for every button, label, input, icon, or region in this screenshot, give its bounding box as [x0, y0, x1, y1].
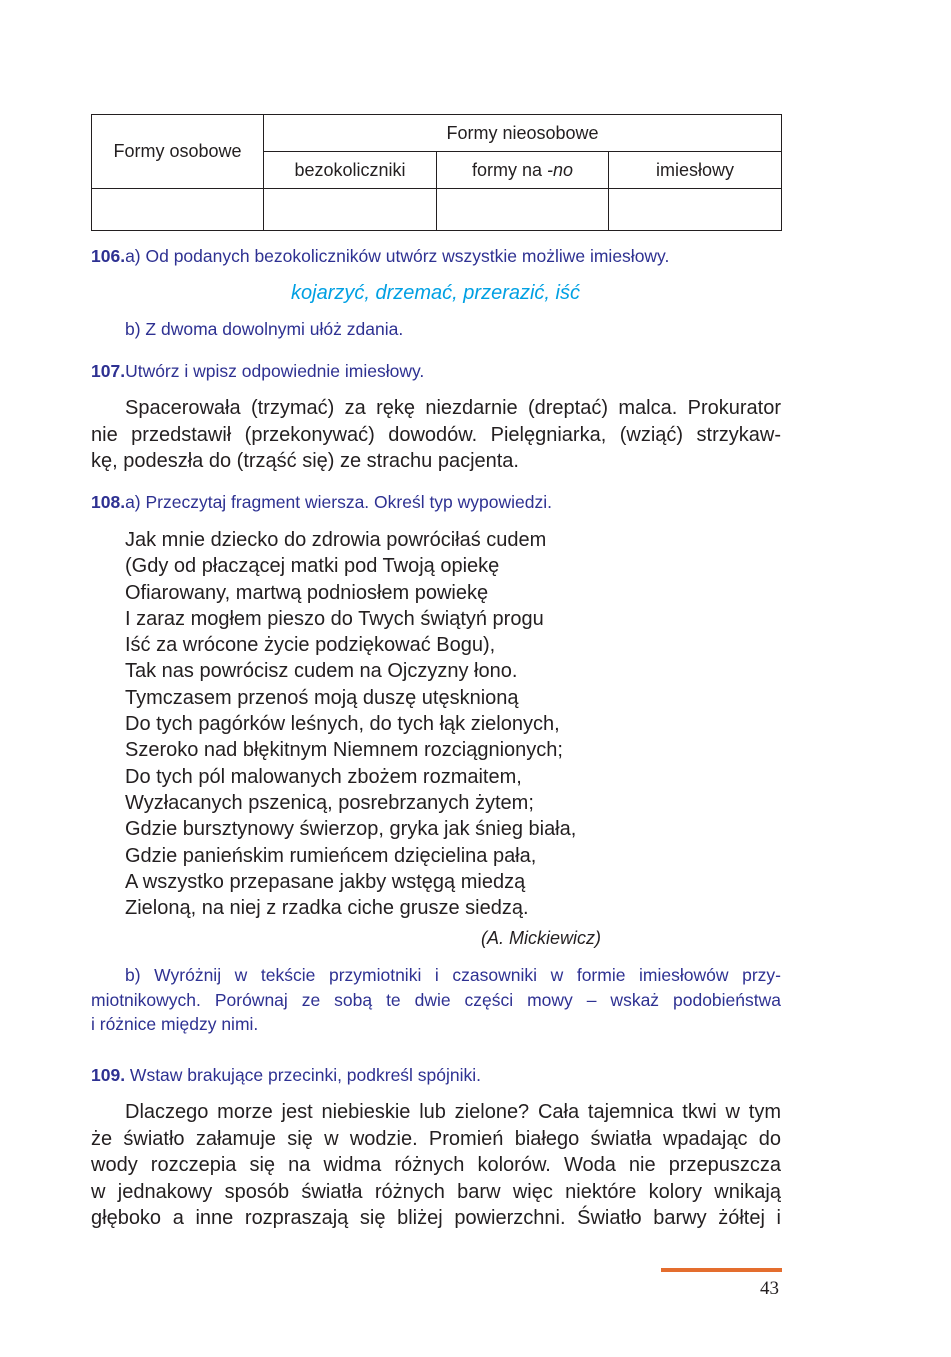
text-line: Spacerowała (trzymać) za rękę niezdarnie (dreptać) malca. Prokurator — [125, 397, 781, 419]
poem-line: Szeroko nad błękitnym Niemnem rozciągnionych; — [125, 739, 563, 762]
header-infinitives: bezokoliczniki — [264, 152, 437, 189]
poem-line: Ofiarowany, martwą podniosłem powiekę — [125, 581, 489, 604]
answer-cell-personal[interactable] — [92, 189, 264, 231]
instruction-line: b) Wyróżnij w tekście przymiotniki i czasowniki w formie imiesłowów przy- — [125, 965, 781, 985]
poem-fragment — [125, 527, 576, 921]
task-106-number: 106. — [91, 246, 126, 266]
task-108-text-a: a) Przeczytaj fragment wiersza. Określ typ wypowiedzi. — [125, 492, 553, 512]
task-109-number: 109. — [91, 1065, 126, 1085]
text-line: w jednakowy sposób światła różnych barw więc niektóre kolory wnikają — [91, 1180, 781, 1203]
poem-line: Zieloną, na niej z rzadka ciche grusze siedzą. — [125, 897, 529, 920]
task-106-word-list: kojarzyć, drzemać, przerazić, iść — [291, 282, 580, 304]
poem-line: Jak mnie dziecko do zdrowia powróciłaś cudem — [125, 529, 547, 551]
task-107-text: Utwórz i wpisz odpowiednie imiesłowy. — [125, 361, 425, 381]
header-personal-forms: Formy osobowe — [92, 115, 264, 189]
task-108-instruction-b — [91, 963, 781, 1037]
answer-cell-participles[interactable] — [609, 189, 782, 231]
text-line: Dlaczego morze jest niebieskie lub zielone? Cała tajemnica tkwi w tym — [125, 1101, 781, 1123]
poem-line: Do tych pól malowanych zbożem rozmaitem, — [125, 765, 522, 788]
answer-cell-no-forms[interactable] — [437, 189, 609, 231]
poem-line: Gdzie bursztynowy świerzop, gryka jak śnieg biała, — [125, 818, 577, 841]
task-107-instruction — [91, 361, 424, 382]
header-no-forms-text: formy na — [471, 159, 547, 180]
text-line: głęboko a inne rozpraszają się bliżej powierzchni. Światło barwy żółtej i — [91, 1207, 781, 1229]
poem-author: (A. Mickiewicz) — [481, 928, 601, 948]
instruction-line: i różnice między nimi. — [91, 1014, 259, 1034]
text-line: kę, podeszła do (trząść się) ze strachu pacjenta. — [91, 450, 519, 472]
task-109-instruction — [91, 1065, 481, 1086]
footer-divider — [661, 1268, 782, 1272]
poem-line: Iść za wrócone życie podziękować Bogu), — [125, 634, 496, 657]
task-108-instruction-a — [91, 492, 552, 513]
task-108-number: 108. — [91, 492, 126, 512]
poem-line: Do tych pagórków leśnych, do tych łąk zielonych, — [125, 713, 560, 736]
task-107-exercise-text — [91, 395, 781, 475]
poem-line: Wyzłacanych pszenicą, posrebrzanych żytem; — [125, 791, 534, 814]
instruction-line: miotnikowych. Porównaj ze sobą te dwie części mowy – wskaż podobieństwa — [91, 989, 781, 1010]
text-line: wody rozczepia się na widma różnych kolorów. Woda nie przepuszcza — [91, 1154, 781, 1176]
poem-line: A wszystko przepasane jakby wstęgą miedzą — [125, 870, 526, 893]
poem-line: Gdzie panieńskim rumieńcem dzięcielina pała, — [125, 844, 537, 867]
poem-line: Tymczasem przenoś moją duszę utęsknioną — [125, 686, 519, 709]
answer-cell-infinitives[interactable] — [264, 189, 437, 231]
task-106-instruction-a — [91, 246, 669, 267]
header-participles: imiesłowy — [609, 152, 782, 189]
poem-line: (Gdy od płaczącej matki pod Twoją opiekę — [125, 555, 500, 578]
text-line: nie przedstawił (przekonywać) dowodów. Pielęgniarka, (wziąć) strzykaw- — [91, 423, 781, 446]
header-impersonal-forms: Formy nieosobowe — [264, 115, 782, 152]
verb-forms-table — [91, 114, 782, 231]
poem-line: I zaraz mogłem pieszo do Twych świątyń progu — [125, 607, 544, 630]
header-no-forms-suffix: -no — [547, 159, 574, 180]
task-109-text: Wstaw brakujące przecinki, podkreśl spójniki. — [125, 1065, 482, 1085]
poem-line: Tak nas powrócisz cudem na Ojczyzny łono. — [125, 660, 518, 683]
header-no-forms — [437, 152, 609, 189]
task-106-instruction-b: b) Z dwoma dowolnymi ułóż zdania. — [125, 319, 404, 339]
text-line: że światło załamuje się w wodzie. Promień białego światła wpadając do — [91, 1127, 781, 1150]
task-107-number: 107. — [91, 361, 126, 381]
task-109-exercise-text — [91, 1099, 781, 1232]
task-106-text-a: a) Od podanych bezokoliczników utwórz wszystkie możliwe imiesłowy. — [125, 246, 670, 266]
page-number: 43 — [760, 1278, 779, 1299]
